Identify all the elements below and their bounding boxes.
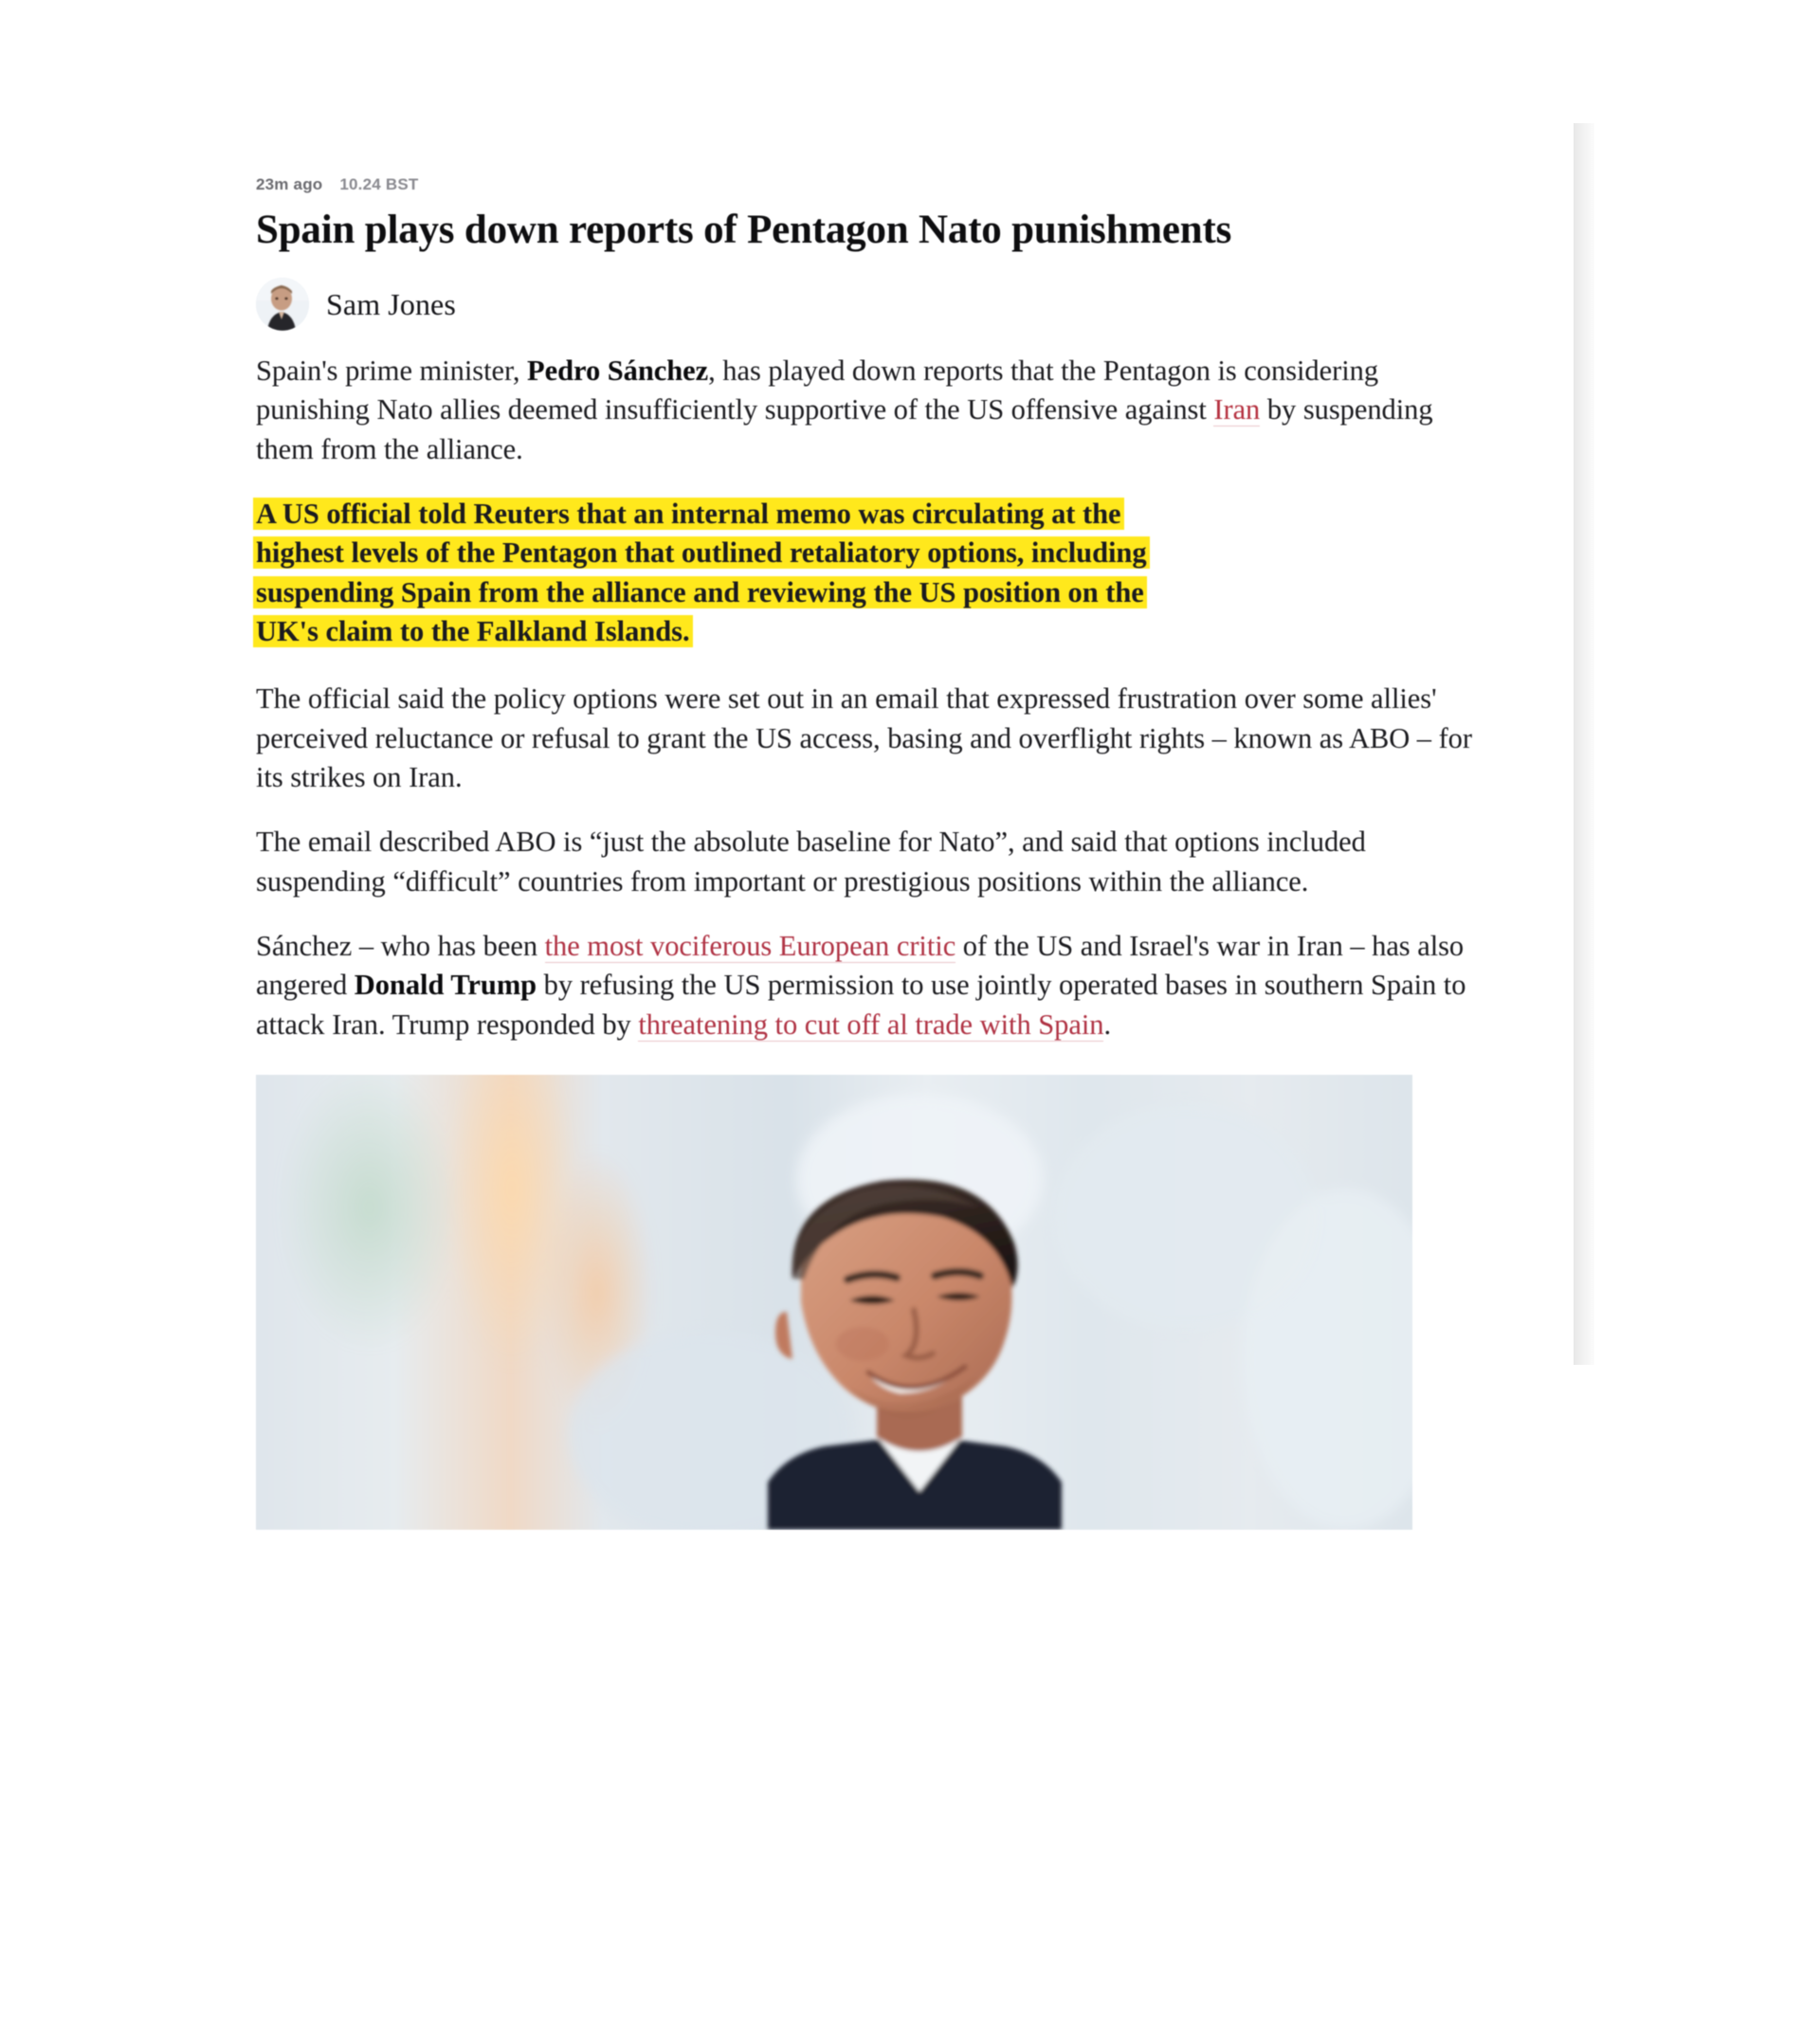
byline-author-name[interactable]: Sam Jones	[326, 286, 456, 321]
paragraph-1	[256, 352, 1488, 469]
paragraph-3: The official said the policy options were set out in an email that expressed frustration over some allies' perceived reluctance or refusal to grant the US access, basing and overflight rights – known as ABO – for its strikes on Iran.	[256, 682, 1472, 793]
p1-text-c: by suspending them from the alliance.	[256, 393, 1433, 465]
link-vociferous-critic[interactable]: the most vociferous European critic	[544, 929, 956, 962]
highlight-line-1: A US official told Reuters that an internal memo was circulating at the	[256, 498, 1121, 531]
p1-text-b: , has played down reports that the Pentagon is considering punishing Nato allies deemed insufficiently supportive of the US offensive against	[256, 354, 1379, 427]
page-title[interactable]: Spain plays down reports of Pentagon Nato punishments	[256, 208, 1232, 252]
live-blog-article	[256, 175, 1488, 1530]
paragraph-4: The email described ABO is “just the absolute baseline for Nato”, and said that options included suspending “difficult” countries from important or prestigious positions within the alliance.	[256, 826, 1366, 898]
p5-text-d: .	[1103, 1007, 1112, 1041]
p5-text-c: by refusing the US permission to use jointly operated bases in southern Spain to attack Iran. Trump responded by	[256, 969, 1466, 1041]
link-cut-off-trade[interactable]: threatening to cut off al trade with Spain	[638, 1007, 1104, 1041]
timestamp-clock: 10.24 BST	[339, 175, 419, 193]
paragraph-5	[256, 927, 1488, 1044]
right-edge-rail	[1574, 123, 1594, 1365]
highlight-line-4: UK's claim to the Falkland Islands.	[256, 615, 690, 648]
p1-bold-pedro-sanchez: Pedro Sánchez	[527, 354, 709, 388]
paragraph-2-highlighted	[256, 495, 1488, 651]
p5-text-a: Sánchez – who has been	[256, 929, 545, 962]
highlight-line-3: suspending Spain from the alliance and reviewing the US position on the	[256, 575, 1144, 608]
pedro-sanchez-portrait-photo	[256, 1075, 1412, 1530]
p1-text-a: Spain's prime minister,	[256, 354, 528, 388]
timestamp-row	[256, 175, 1488, 194]
avatar[interactable]	[256, 278, 309, 331]
highlight-line-2: highest levels of the Pentagon that outlined retaliatory options, including	[256, 536, 1147, 570]
link-iran[interactable]: Iran	[1213, 393, 1261, 427]
p5-text-b: of the US and Israel's war in Iran – has also angered	[256, 929, 1465, 1002]
byline	[256, 278, 1488, 331]
timestamp-relative: 23m ago	[256, 175, 323, 193]
p5-bold-donald-trump: Donald Trump	[354, 969, 537, 1002]
